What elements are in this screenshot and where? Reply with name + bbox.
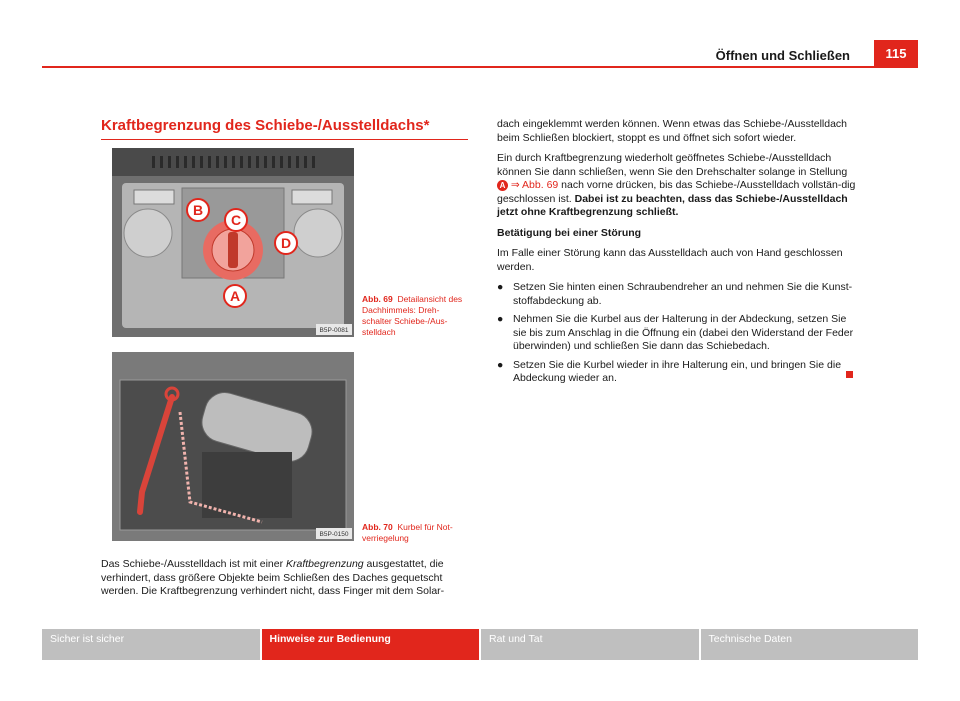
svg-text:A: A bbox=[229, 288, 241, 304]
figure-caption-69 bbox=[362, 294, 466, 338]
figure-roof-console bbox=[112, 148, 354, 337]
callout-a bbox=[224, 285, 246, 307]
figure-caption-text: Detailansicht des Dachhimmels: Dreh-schalter Schiebe-/Aus-stelldach bbox=[362, 294, 463, 337]
paragraph bbox=[101, 558, 468, 599]
subheading: Betätigung bei einer Störung bbox=[497, 226, 642, 239]
list-item-text: Nehmen Sie die Kurbel aus der Halterung in der Abdeckung, setzen Sie sie bis zum Anschlag in die Öffnung ein (dabei den Widerstand der Feder überwinden) und schließen Sie dann das Schiebedach. bbox=[513, 313, 854, 352]
footer-tab-technische-daten[interactable]: Technische Daten bbox=[701, 629, 919, 660]
text-run: nach vorne drücken, bis das Schiebe-/Ausstelldach vollstän-dig geschlossen ist. bbox=[497, 179, 856, 205]
footer-navigation bbox=[42, 629, 918, 660]
running-title: Öffnen und Schließen bbox=[715, 48, 850, 63]
svg-text:B: B bbox=[192, 202, 204, 218]
figure-number: Abb. 70 bbox=[362, 522, 393, 532]
emphasis-text: Kraftbegrenzung bbox=[286, 558, 364, 570]
paragraph: dach eingeklemmt werden können. Wenn etwas das Schiebe-/Ausstelldach beim Schließen blockiert, stoppt es und öffnet sich sofort wieder. bbox=[497, 118, 848, 144]
callout-overlay bbox=[112, 148, 354, 337]
callout-c bbox=[225, 209, 247, 231]
footer-tab-sicher-ist-sicher[interactable]: Sicher ist sicher bbox=[42, 629, 260, 660]
svg-text:C: C bbox=[230, 212, 242, 228]
bullet-icon: ● bbox=[497, 313, 504, 325]
list-item-text: Setzen Sie die Kurbel wieder in ihre Halterung ein, und bringen Sie die Abdeckung wieder an. bbox=[513, 358, 842, 384]
list-item bbox=[497, 281, 857, 308]
callout-b bbox=[187, 199, 209, 221]
list-item bbox=[497, 313, 857, 354]
left-body-text bbox=[101, 558, 468, 606]
section-end-marker bbox=[846, 371, 853, 378]
figure-caption-text: Kurbel für Not-verriegelung bbox=[362, 522, 453, 543]
bullet-icon: ● bbox=[497, 281, 504, 293]
page-number: 115 bbox=[874, 40, 918, 67]
footer-tab-rat-und-tat[interactable]: Rat und Tat bbox=[481, 629, 699, 660]
figure-caption-70 bbox=[362, 522, 466, 544]
emergency-crank-illustration bbox=[112, 352, 354, 541]
header-rule bbox=[42, 66, 918, 68]
callout-a-inline: A bbox=[497, 180, 508, 191]
figure-image-code: B5P-0150 bbox=[319, 531, 349, 538]
callout-d bbox=[275, 232, 297, 254]
list-item-text: Setzen Sie hinten einen Schraubendreher an und nehmen Sie die Kunst-stoffabdeckung ab. bbox=[513, 281, 853, 307]
list-item bbox=[497, 359, 857, 386]
paragraph bbox=[497, 152, 857, 220]
bullet-icon: ● bbox=[497, 358, 504, 371]
text-run: ausgestattet, die verhindert, dass größere Objekte beim Schließen des Daches gequetscht werden. Die Kraftbegrenzung verhindert nicht, dass Finger mit dem Solar- bbox=[101, 558, 445, 597]
warning-text: Dabei ist zu beachten, dass das Schiebe-/Ausstelldach jetzt ohne Kraftbegrenzung schließt. bbox=[497, 192, 848, 218]
figure-image-code: B5P-0081 bbox=[319, 327, 349, 334]
paragraph: Im Falle einer Störung kann das Ausstelldach auch von Hand geschlossen werden. bbox=[497, 247, 843, 273]
right-body-text bbox=[497, 118, 857, 391]
figure-reference-link[interactable]: ⇒ Abb. 69 bbox=[510, 179, 559, 191]
section-heading: Kraftbegrenzung des Schiebe-/Ausstelldachs* bbox=[101, 117, 468, 140]
footer-tab-hinweise-zur-bedienung[interactable]: Hinweise zur Bedienung bbox=[262, 629, 480, 660]
text-run: Das Schiebe-/Ausstelldach ist mit einer bbox=[101, 558, 286, 570]
figure-number: Abb. 69 bbox=[362, 294, 393, 304]
figure-emergency-crank bbox=[112, 352, 354, 541]
text-run: Ein durch Kraftbegrenzung wiederholt geöffnetes Schiebe-/Ausstelldach können Sie dann schließen, wenn Sie den Drehschalter solange in Stellung bbox=[497, 152, 848, 178]
svg-text:D: D bbox=[280, 235, 292, 251]
